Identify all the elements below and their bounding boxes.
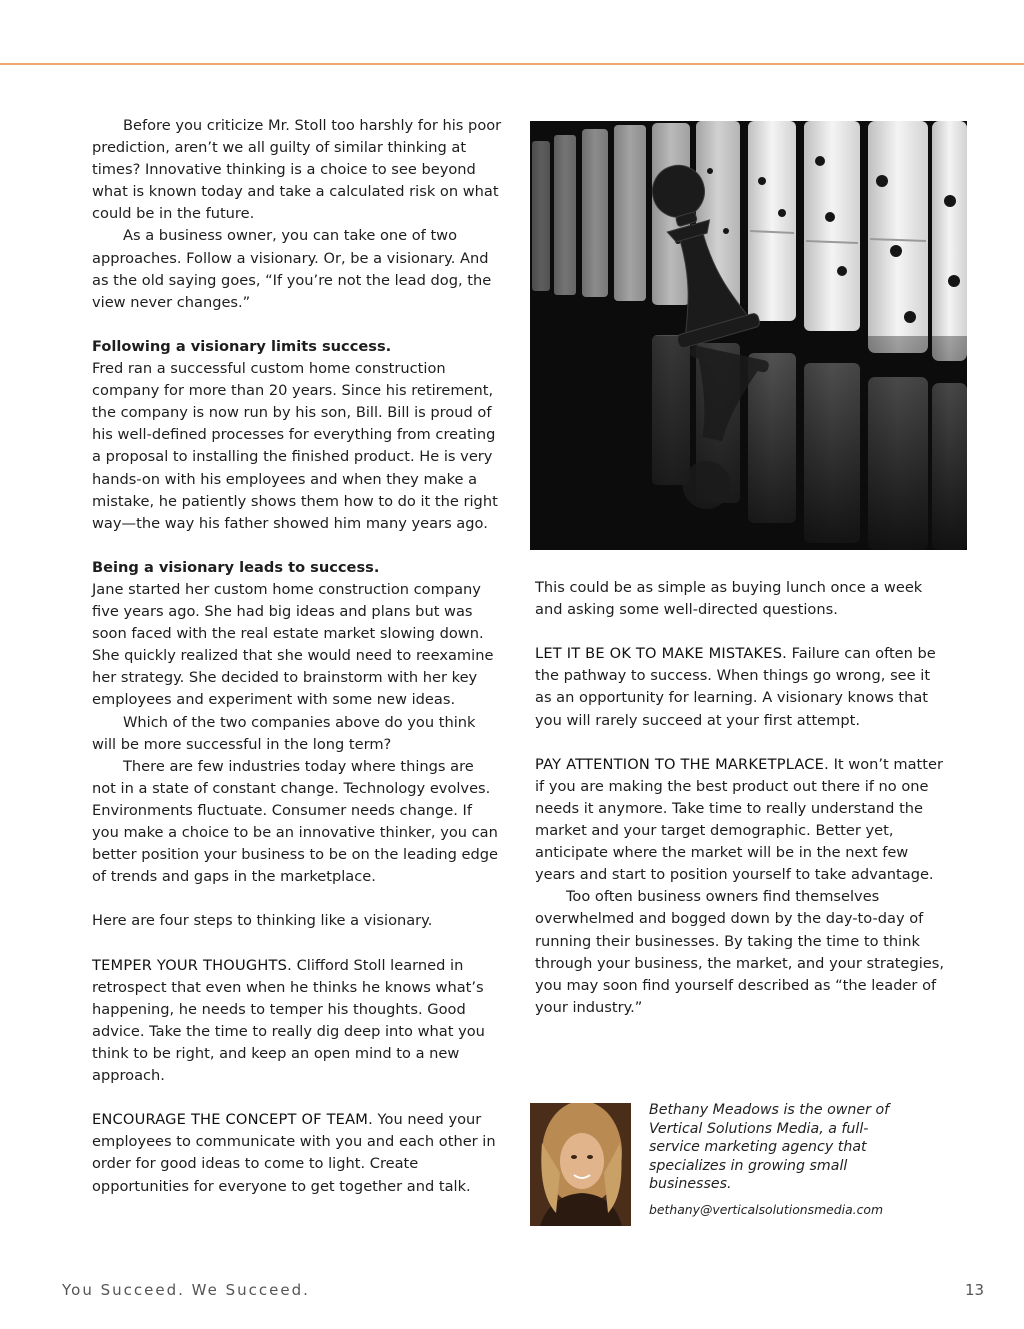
- author-bio: [649, 1101, 899, 1220]
- step-marketplace-heading: PAY ATTENTION TO THE MARKETPLACE.: [535, 755, 829, 773]
- author-photo: [530, 1103, 631, 1226]
- step-temper-text: Clifford Stoll learned in retrospect that even when he thinks he knows what’s happening, he needs to temper his thoughts. Good advice. Take the time to really dig deep into what you think to be right, and keep an open mind to a new approach.: [92, 956, 485, 1085]
- step-mistakes-heading: LET IT BE OK TO MAKE MISTAKES.: [535, 645, 787, 663]
- conclusion-paragraph: Too often business owners find themselves overwhelmed and bogged down by the day-to-day of running their businesses. By taking the time to think through your business, the market, and your strategies, you may soon find yourself described as “the leader of your industry.”: [535, 888, 945, 1016]
- step-team-heading: ENCOURAGE THE CONCEPT OF TEAM.: [92, 1111, 373, 1129]
- right-column: [535, 577, 945, 1019]
- footer-tagline: You Succeed. We Succeed.: [62, 1281, 310, 1299]
- step-temper: [92, 955, 502, 1088]
- industries-paragraph: There are few industries today where things are not in a state of constant change. Technology evolves. Environments fluctuate. Consumer needs change. If you make a choice to be an innovative thinker, you can better position your business to be on the leading edge of trends and gaps in the marketplace.: [92, 757, 498, 886]
- section-heading-following: Following a visionary limits success.: [92, 337, 392, 355]
- domino-pawn-image: [530, 121, 967, 550]
- step-mistakes-text: Failure can often be the pathway to success. When things go wrong, see it as an opportunity for learning. A visionary knows that you will rarely succeed at your first attempt.: [535, 645, 936, 729]
- left-column: [92, 115, 502, 1198]
- step-temper-heading: TEMPER YOUR THOUGHTS.: [92, 956, 292, 974]
- approaches-paragraph: As a business owner, you can take one of two approaches. Follow a visionary. Or, be a visionary. And as the old saying goes, “If you’re not the lead dog, the view never changes.”: [92, 227, 492, 311]
- jane-paragraph: Jane started her custom home construction company five years ago. She had big ideas and plans but was soon faced with the real estate market slowing down. She quickly realized that she would need to reexamine her strategy. She decided to brainstorm with her key employees and experiment with some new ideas.: [92, 580, 494, 709]
- lunch-paragraph: This could be as simple as buying lunch once a week and asking some well-directed questions.: [535, 579, 923, 619]
- step-team: [92, 1109, 502, 1197]
- four-steps-intro: Here are four steps to thinking like a visionary.: [92, 912, 433, 930]
- header-rule: [0, 63, 1024, 65]
- author-bio-text: Bethany Meadows is the owner of Vertical Solutions Media, a full-service marketing agency that specializes in growing small businesses.: [649, 1102, 890, 1193]
- step-marketplace: [535, 754, 945, 887]
- domino-illustration: [530, 121, 967, 550]
- step-team-text: You need your employees to communicate with you and each other in order for good ideas to come to light. Create opportunities for everyone to get together and talk.: [92, 1111, 496, 1195]
- author-portrait: [530, 1103, 631, 1226]
- section-heading-being: Being a visionary leads to success.: [92, 558, 380, 576]
- step-marketplace-text: It won’t matter if you are making the best product out there if no one needs it anymore. Take time to really understand the market and your target demographic. Better yet, anticipate where the market will be in the next few years and start to position yourself to take advantage.: [535, 755, 943, 884]
- intro-paragraph: Before you criticize Mr. Stoll too harshly for his poor prediction, aren’t we all guilty of similar thinking at times? Innovative thinking is a choice to see beyond what is known today and take a calculated risk on what could be in the future.: [92, 117, 502, 223]
- step-mistakes: [535, 643, 945, 731]
- author-email-link[interactable]: bethany@verticalsolutionsmedia.com: [649, 1201, 884, 1217]
- question-paragraph: Which of the two companies above do you think will be more successful in the long term?: [92, 713, 476, 753]
- fred-paragraph: Fred ran a successful custom home construction company for more than 20 years. Since his retirement, the company is now run by his son, Bill. Bill is proud of his well-defined processes for everything from creating a proposal to installing the finished product. He is very hands-on with his employees and when they make a mistake, he patiently shows them how to do it the right way—the way his father showed him many years ago.: [92, 360, 498, 532]
- page-number: 13: [965, 1281, 985, 1299]
